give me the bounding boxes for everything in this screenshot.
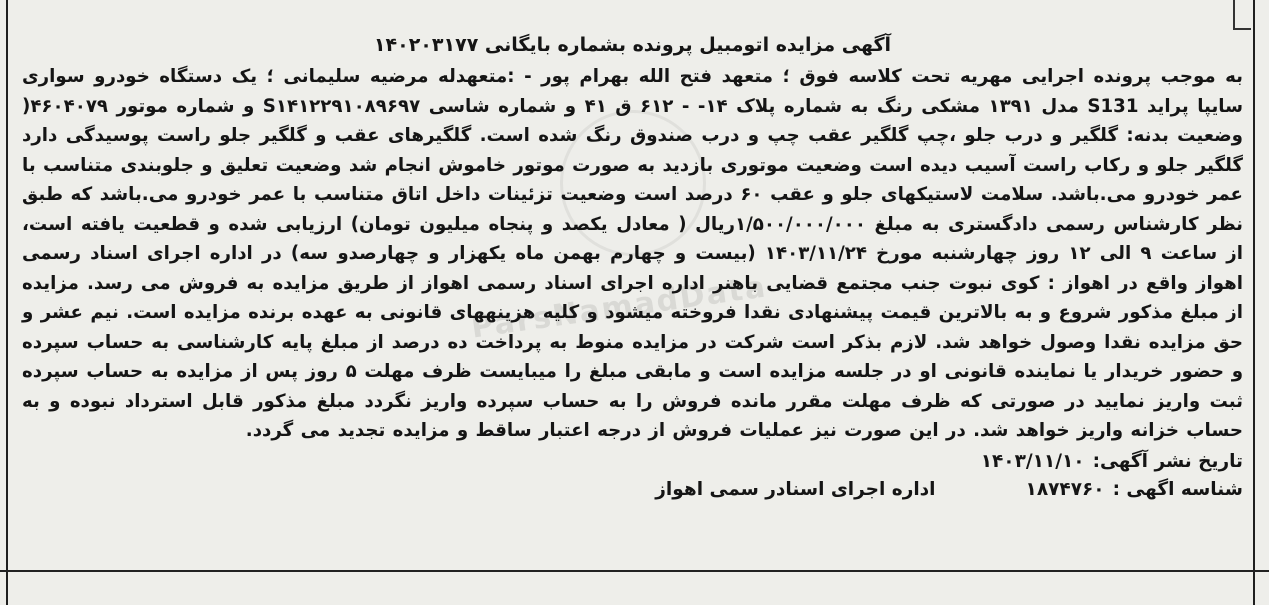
notice-id-row <box>22 476 1243 504</box>
publish-date-row <box>22 448 1243 476</box>
notice-body: به موجب پرونده اجرایی مهریه تحت کلاسه فوق ؛ متعهد فتح الله بهرام پور - :متعهدله مرضیه سلیمانی ؛ یک دستگاه خودرو سواری سایپا پراید S131 مدل ۱۳۹۱ مشکی رنگ به شماره پلاک ۱۴- - ۶۱۲ ق ۴۱ و شماره شاسی S۱۴۱۲۲۹۱۰۸۹۶۹۷ و شماره موتور ۴۶۰۴۰۷۹( وضعیت بدنه: گلگیر و درب جلو ،چپ گلگیر عقب چپ و درب صندوق رنگ شده است. گلگیرهای عقب و گلگیر جلو راست پوسیدگی دارد گلگیر جلو و رکاب راست آسیب دیده است وضعیت موتوری بازدید به صورت موتور خاموش انجام شد وضعیت تعلیق و جلوبندی متناسب با عمر خودرو می.باشد. سلامت لاستیکهای جلو و عقب ۶۰ درصد است وضعیت تزئینات داخل اتاق متناسب با عمر خودرو می.باشد که طبق نظر کارشناس رسمی دادگستری به مبلغ ۱/۵۰۰/۰۰۰/۰۰۰ریال ( معادل یکصد و پنجاه میلیون تومان) ارزیابی شده و قطعیت یافته است، از ساعت ۹ الی ۱۲ روز چهارشنبه مورخ ۱۴۰۳/۱۱/۲۴ (بیست و چهارم بهمن ماه یکهزار و چهارصدو سه) در اداره اجرای اسناد رسمی اهواز واقع در اهواز : کوی نبوت جنب مجتمع قضایی باهنر اداره اجرای اسناد رسمی اهواز از طریق مزایده به فروش می رسد. مزایده از مبلغ مذکور شروع و به بالاترین قیمت پیشنهادی نقدا فروخته میشود و کلیه هزینههای قانونی به عهده برنده مزایده است. نیم عشر و حق مزایده نقدا وصول خواهد شد. لازم بذکر است شرکت در مزایده منوط به پرداخت ده درصد از مبلغ پایه کارشناسی به حساب سپرده و حضور خریدار یا نماینده قانونی او در جلسه مزایده است و مابقی مبلغ را میبایست ظرف مهلت ۵ روز پس از مزایده به حساب سپرده ثبت واریز نمایید در صورتی که ظرف مهلت مقرر مانده فروش را به حساب سپرده واریز نگردد مبلغ مذکور قابل استرداد نبوده و به حساب خزانه واریز خواهد شد. در این صورت نیز عملیات فروش از درجه اعتبار ساقط و مزایده تجدید می گردد. <box>22 66 1243 441</box>
bottom-divider <box>0 570 1269 572</box>
publish-date-label: تاریخ نشر آگهی: <box>1092 450 1243 472</box>
notice-id-label: شناسه اگهی : <box>1112 478 1243 500</box>
right-border <box>1253 0 1255 605</box>
corner-mark <box>1233 0 1251 30</box>
issuer-name: اداره اجرای اسنادر سمی اهواز <box>655 478 936 500</box>
watermark: ParsNamadData <box>469 269 770 346</box>
notice-id-value: ۱۸۷۴۷۶۰ <box>1025 478 1105 500</box>
left-border <box>6 0 8 605</box>
notice-sheet <box>22 30 1243 504</box>
publish-date-value: ۱۴۰۳/۱۱/۱۰ <box>980 450 1085 472</box>
notice-meta <box>22 448 1243 504</box>
notice-title: آگهی مزایده اتومبیل پرونده بشماره بایگانی ۱۴۰۲۰۳۱۷۷ <box>373 34 892 56</box>
